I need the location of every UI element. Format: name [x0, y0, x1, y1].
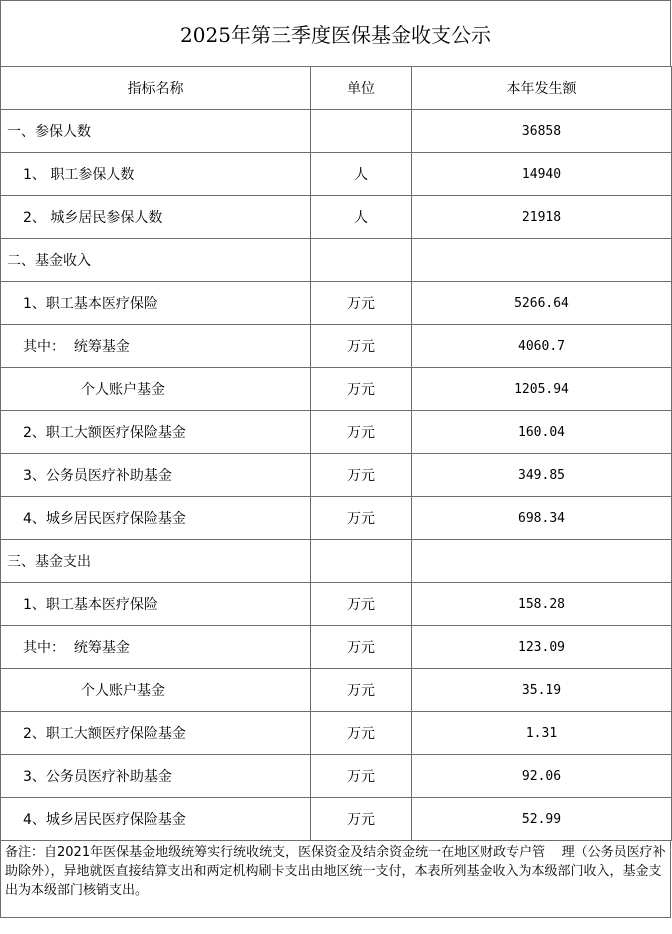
row-name: 3、公务员医疗补助基金: [1, 454, 311, 497]
row-name: 1、职工基本医疗保险: [1, 583, 311, 626]
row-name: 二、基金收入: [1, 239, 311, 282]
row-amount: 698.34: [412, 497, 672, 540]
row-unit: 万元: [311, 497, 412, 540]
row-name: 三、基金支出: [1, 540, 311, 583]
row-unit: [311, 540, 412, 583]
row-amount: 36858: [412, 110, 672, 153]
row-amount: 160.04: [412, 411, 672, 454]
table-row: [1, 368, 672, 411]
row-amount: [412, 239, 672, 282]
row-unit: 万元: [311, 454, 412, 497]
table-row: [1, 669, 672, 712]
row-unit: 人: [311, 153, 412, 196]
row-unit: 万元: [311, 411, 412, 454]
row-name: 3、公务员医疗补助基金: [1, 755, 311, 798]
row-unit: 万元: [311, 583, 412, 626]
row-amount: 21918: [412, 196, 672, 239]
row-name: 个人账户基金: [1, 669, 311, 712]
row-unit: [311, 239, 412, 282]
row-name: 2、职工大额医疗保险基金: [1, 411, 311, 454]
row-amount: 158.28: [412, 583, 672, 626]
table-row: [1, 755, 672, 798]
row-amount: 4060.7: [412, 325, 672, 368]
table-row: [1, 540, 672, 583]
row-amount: [412, 540, 672, 583]
row-name: 4、城乡居民医疗保险基金: [1, 798, 311, 841]
row-name: 2、职工大额医疗保险基金: [1, 712, 311, 755]
row-unit: 万元: [311, 712, 412, 755]
table-row: [1, 583, 672, 626]
row-unit: 万元: [311, 669, 412, 712]
table-row: [1, 454, 672, 497]
row-name: 2、 城乡居民参保人数: [1, 196, 311, 239]
row-amount: 1205.94: [412, 368, 672, 411]
table-row: [1, 325, 672, 368]
row-amount: 14940: [412, 153, 672, 196]
table-row: [1, 712, 672, 755]
table-row: [1, 239, 672, 282]
row-amount: 52.99: [412, 798, 672, 841]
footnote: 备注：自2021年医保基金地级统筹实行统收统支，医保资金及结余资金统一在地区财政专户管 理（公务员医疗补助除外），异地就医直接结算支出和两定机构刷卡支出由地区统一支付，本表所列基金收入为本级部门收入，基金支出为本级部门核销支出。: [0, 841, 671, 918]
table-row: [1, 196, 672, 239]
report-title: 2025年第三季度医保基金收支公示: [0, 0, 671, 66]
row-amount: 92.06: [412, 755, 672, 798]
row-unit: 万元: [311, 325, 412, 368]
table-header-row: [1, 67, 672, 110]
row-amount: 35.19: [412, 669, 672, 712]
row-name: 个人账户基金: [1, 368, 311, 411]
table-row: [1, 110, 672, 153]
table-row: [1, 497, 672, 540]
header-name: 指标名称: [1, 67, 311, 110]
row-amount: 123.09: [412, 626, 672, 669]
row-name: 1、 职工参保人数: [1, 153, 311, 196]
row-name: 4、城乡居民医疗保险基金: [1, 497, 311, 540]
table-row: [1, 282, 672, 325]
row-name: 其中： 统筹基金: [1, 626, 311, 669]
row-name: 其中： 统筹基金: [1, 325, 311, 368]
row-amount: 5266.64: [412, 282, 672, 325]
row-name: 一、参保人数: [1, 110, 311, 153]
row-unit: [311, 110, 412, 153]
row-amount: 349.85: [412, 454, 672, 497]
fund-table: [0, 66, 672, 841]
table-row: [1, 411, 672, 454]
header-amount: 本年发生额: [412, 67, 672, 110]
table-row: [1, 798, 672, 841]
row-unit: 人: [311, 196, 412, 239]
table-row: [1, 153, 672, 196]
header-unit: 单位: [311, 67, 412, 110]
row-unit: 万元: [311, 282, 412, 325]
row-unit: 万元: [311, 755, 412, 798]
row-unit: 万元: [311, 798, 412, 841]
row-amount: 1.31: [412, 712, 672, 755]
table-row: [1, 626, 672, 669]
row-name: 1、职工基本医疗保险: [1, 282, 311, 325]
row-unit: 万元: [311, 626, 412, 669]
row-unit: 万元: [311, 368, 412, 411]
